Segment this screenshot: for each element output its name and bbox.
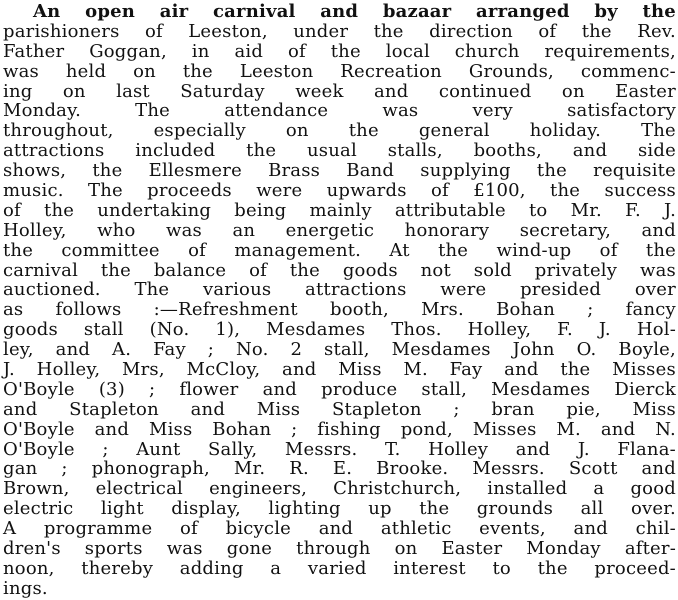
article-word: pond, <box>400 418 453 440</box>
article-word: over. <box>630 498 676 520</box>
article-word: ; <box>291 418 298 440</box>
article-word: adding <box>179 557 244 579</box>
article-word: held <box>65 60 107 82</box>
article-line <box>3 161 676 181</box>
article-word: attractions <box>305 279 407 301</box>
article-word: on <box>62 80 86 102</box>
article-word: of <box>144 20 163 42</box>
article-word: undertaking <box>97 199 212 221</box>
article-word: goods <box>342 259 398 281</box>
article-word: on <box>285 120 309 142</box>
article-word: display, <box>171 498 241 520</box>
article-word: ; <box>453 398 460 420</box>
article-word: by <box>594 1 618 22</box>
article-line <box>3 101 676 121</box>
article-word: of <box>430 180 449 202</box>
article-word: direction <box>429 20 513 42</box>
article-word: on <box>133 60 156 82</box>
article-word: Fay <box>449 359 483 381</box>
article-word: after- <box>624 538 676 560</box>
article-word: management. <box>234 239 362 261</box>
article-word: Stapleton <box>331 398 422 420</box>
article-word: the <box>44 199 75 221</box>
article-word: the <box>419 498 450 520</box>
article-word: sports <box>84 538 143 560</box>
article-word: Fay <box>153 339 186 361</box>
article-word: Leeston <box>239 60 314 82</box>
article-line <box>3 62 676 82</box>
article-line <box>3 42 676 62</box>
article-word: Miss <box>632 398 676 420</box>
article-line <box>3 201 676 221</box>
article-line <box>3 360 676 380</box>
article-word: Mrs. <box>421 299 464 321</box>
article-line <box>3 300 676 320</box>
article-word: Holley, <box>3 219 67 241</box>
article-word: and <box>320 1 359 22</box>
article-word: At <box>389 239 410 261</box>
article-word: and <box>515 438 551 460</box>
article-word: the <box>92 160 123 182</box>
article-word: Mesdames <box>266 319 366 341</box>
article-word: lighting <box>268 498 341 520</box>
article-word: not <box>420 259 451 281</box>
article-word: Christchurch, <box>333 478 462 500</box>
article-word: shows, <box>3 160 67 182</box>
article-word: Messrs. <box>472 458 545 480</box>
article-word: Easter <box>441 538 503 560</box>
article-word: electric <box>3 498 74 520</box>
article-line <box>3 280 676 300</box>
article-word: F. <box>557 319 573 341</box>
article-word: of <box>287 40 306 62</box>
article-word: Sally, <box>208 438 258 460</box>
article-word: to <box>528 199 548 221</box>
article-word: ; <box>102 438 109 460</box>
article-word: energetic <box>285 219 375 241</box>
article-word: J. <box>3 359 15 381</box>
article-word: throughout, <box>3 120 114 142</box>
article-word: the <box>330 40 361 62</box>
article-word: goods <box>3 319 58 341</box>
article-line <box>3 420 676 440</box>
article-word: chil- <box>635 518 676 540</box>
article-word: A <box>3 518 17 540</box>
article-word: Aunt <box>136 438 181 460</box>
article-word: Mrs, <box>122 359 165 381</box>
article-word: in <box>191 40 210 62</box>
article-word: good <box>630 478 676 500</box>
article-word: Stapleton <box>69 398 159 420</box>
article-word: through <box>296 538 371 560</box>
article-word: M. <box>403 359 428 381</box>
article-word: and <box>374 80 409 102</box>
article-word: carnival <box>213 1 296 22</box>
article-word: the <box>581 20 612 42</box>
article-line <box>3 340 676 360</box>
article-word: 1), <box>215 319 241 341</box>
article-word: on <box>561 80 585 102</box>
article-word: Bohan <box>496 299 556 321</box>
article-word: was <box>639 259 676 281</box>
article-word: Rev. <box>637 20 676 42</box>
article-word: over <box>634 279 676 301</box>
article-word: an <box>232 219 256 241</box>
article-word: open <box>85 1 136 22</box>
article-word: presided <box>520 279 602 301</box>
article-word: attractions <box>3 140 105 162</box>
article-word: Ellesmere <box>148 160 242 182</box>
article-word: O'Boyle <box>3 378 75 400</box>
article-word: and <box>94 418 130 440</box>
article-line <box>3 241 676 261</box>
article-word: phonograph, <box>91 458 210 480</box>
article-word: and <box>600 418 636 440</box>
article-word: stall, <box>324 339 370 361</box>
article-word: Mr. <box>233 458 266 480</box>
article-word: under <box>293 20 349 42</box>
article-word: proceeds <box>147 180 232 202</box>
article-word: privately <box>534 259 618 281</box>
article-word: noon, <box>3 557 55 579</box>
article-word: Monday <box>526 538 601 560</box>
article-word: the <box>560 359 591 381</box>
article-word: the <box>3 239 34 261</box>
article-word: No. <box>235 339 269 361</box>
article-word: Miss <box>338 359 382 381</box>
article-line <box>3 2 676 22</box>
article-word: air <box>159 1 189 22</box>
article-word: Easter <box>615 80 676 102</box>
article-word: stalls, <box>387 140 443 162</box>
article-word: gone <box>226 538 273 560</box>
article-word: An <box>33 1 61 22</box>
article-word: carnival <box>3 259 79 281</box>
article-word: last <box>116 80 150 102</box>
article-word: were <box>256 180 303 202</box>
article-line <box>3 320 676 340</box>
article-word: Brass <box>268 160 321 182</box>
article-line <box>3 141 676 161</box>
article-word: events, <box>479 518 546 540</box>
article-word: varied <box>307 557 367 579</box>
article-word: on <box>394 538 418 560</box>
article-word: 2 <box>290 339 303 361</box>
article-word: wind-up <box>496 239 572 261</box>
article-word: side <box>637 140 676 162</box>
article-word: was <box>166 538 203 560</box>
article-line <box>3 181 676 201</box>
article-word: Grounds, <box>468 60 554 82</box>
article-word: thereby <box>81 557 154 579</box>
article-word: of <box>180 518 198 540</box>
article-word: who <box>97 219 136 241</box>
article-word: bicycle <box>225 518 292 540</box>
article-word: ; <box>587 299 594 321</box>
article-word: continued <box>438 80 532 102</box>
article-line <box>3 579 676 599</box>
article-word: F. <box>625 199 641 221</box>
article-line <box>3 121 676 141</box>
article-word: (No. <box>149 319 190 341</box>
article-word: and <box>55 339 91 361</box>
article-word: ; <box>207 339 215 361</box>
article-word: grounds <box>476 498 554 520</box>
article-word: to <box>492 557 511 579</box>
article-line <box>3 400 676 420</box>
article-word: satisfactory <box>567 100 676 122</box>
article-word: local <box>385 40 430 62</box>
article-word: and <box>641 219 676 241</box>
article-line <box>3 479 676 499</box>
article-word: all <box>580 498 604 520</box>
article-word: the <box>438 239 469 261</box>
article-word: programme <box>43 518 153 540</box>
article-word: athletic <box>380 518 452 540</box>
article-word: the <box>536 160 567 182</box>
article-word: :—Refreshment <box>153 299 298 321</box>
article-word: and <box>190 398 226 420</box>
article-word: the <box>289 259 320 281</box>
article-line <box>3 559 676 579</box>
article-word: pie, <box>566 398 601 420</box>
article-word: M. <box>556 418 581 440</box>
article-word: honorary <box>404 219 490 241</box>
article-word: follows <box>55 299 122 321</box>
article-word: was <box>3 60 39 82</box>
article-word: a <box>270 557 282 579</box>
article-word: E. <box>332 458 353 480</box>
article-word: engineers, <box>209 478 308 500</box>
article-word: the <box>373 20 404 42</box>
article-word: the <box>246 140 277 162</box>
article-word: J. <box>598 319 611 341</box>
article-word: and <box>573 518 608 540</box>
article-word: as <box>3 299 24 321</box>
article-line <box>3 82 676 102</box>
article-word: ley, <box>3 339 34 361</box>
article-line <box>3 519 676 539</box>
article-line <box>3 261 676 281</box>
article-word: the <box>642 1 676 22</box>
article-word: aid <box>234 40 264 62</box>
article-word: commenc- <box>580 60 676 82</box>
article-line <box>3 22 676 42</box>
article-word: Holley <box>428 438 489 460</box>
article-word: J. <box>577 438 590 460</box>
article-word: Goggan, <box>89 40 167 62</box>
article-word: proceed- <box>594 557 676 579</box>
article-word: Messrs. <box>284 438 358 460</box>
article-word: was <box>382 100 419 122</box>
article-word: £100, <box>473 180 526 202</box>
article-word: requisite <box>593 160 676 182</box>
article-word: especially <box>153 120 246 142</box>
article-word: bran <box>491 398 535 420</box>
article-line <box>3 499 676 519</box>
article-word: fishing <box>317 418 381 440</box>
article-word: light <box>100 498 144 520</box>
article-word: the <box>100 259 131 281</box>
article-word: a <box>593 478 605 500</box>
article-word: ; <box>61 458 68 480</box>
article-word: booth, <box>329 299 389 321</box>
article-word: the <box>182 60 213 82</box>
article-word: requirements, <box>544 40 676 62</box>
article-word: Miss <box>148 418 193 440</box>
article-word: flower <box>179 378 239 400</box>
article-word: and <box>3 398 38 420</box>
article-word: very <box>472 100 513 122</box>
article-word: Boyle, <box>618 339 676 361</box>
article-word: Mesdames <box>491 378 591 400</box>
article-word: installed <box>487 478 568 500</box>
article-word: electrical <box>95 478 183 500</box>
article-word: (3) <box>98 378 125 400</box>
article-word: attributable <box>394 199 506 221</box>
article-word: Scott <box>568 458 618 480</box>
article-word: arranged <box>476 1 570 22</box>
article-word: the <box>537 557 568 579</box>
article-word: The <box>135 100 171 122</box>
article-word: of <box>249 259 268 281</box>
article-word: Holley, <box>36 359 101 381</box>
article-word: and <box>572 140 608 162</box>
article-word: The <box>641 120 676 142</box>
article-word: Father <box>3 40 65 62</box>
article-word: A. <box>112 339 132 361</box>
article-word: the <box>550 180 581 202</box>
article-word: N. <box>655 418 676 440</box>
article-word: Brown, <box>3 478 70 500</box>
article-word: Brooke. <box>376 458 449 480</box>
article-word: was <box>165 219 202 241</box>
article-word: T. <box>385 438 401 460</box>
article-word: church <box>454 40 520 62</box>
article-word: parishioners <box>3 20 120 42</box>
article-word: stall, <box>421 378 468 400</box>
article-word: mainly <box>309 199 372 221</box>
article-word: Miss <box>256 398 301 420</box>
article-word: and <box>282 359 317 381</box>
article-word: John <box>512 339 555 361</box>
article-word: and <box>504 359 539 381</box>
article-word: Band <box>346 160 395 182</box>
article-word: the <box>645 239 676 261</box>
article-word: Misses <box>612 359 676 381</box>
article-word: music. <box>3 180 64 202</box>
article-word: Mr. <box>570 199 602 221</box>
article-line <box>3 380 676 400</box>
article-word: and <box>262 378 298 400</box>
article-word: being <box>234 199 287 221</box>
article-word: McCloy, <box>186 359 261 381</box>
article-word: week <box>295 80 344 102</box>
article-word: Leeston, <box>188 20 268 42</box>
article-word: of <box>188 239 207 261</box>
article-word: attendance <box>224 100 329 122</box>
article-word: committee <box>61 239 160 261</box>
article-word: Recreation <box>340 60 442 82</box>
newspaper-article <box>3 2 676 599</box>
article-word: the <box>348 120 379 142</box>
article-word: and <box>318 518 354 540</box>
article-word: O'Boyle <box>3 418 75 440</box>
article-word: O. <box>576 339 597 361</box>
article-word: The <box>87 180 123 202</box>
article-word: Hol- <box>636 319 676 341</box>
article-word: Saturday <box>180 80 265 102</box>
article-word: included <box>135 140 216 162</box>
article-word: balance <box>153 259 227 281</box>
article-word: usual <box>307 140 357 162</box>
article-line <box>3 221 676 241</box>
article-word: auctioned. <box>3 279 101 301</box>
article-word: produce <box>321 378 398 400</box>
article-word: gan <box>3 458 38 480</box>
article-word: stall <box>83 319 124 341</box>
article-word: bazaar <box>382 1 452 22</box>
article-word: J. <box>664 199 676 221</box>
article-word: ing <box>3 80 33 102</box>
article-word: general <box>418 120 490 142</box>
article-word: success <box>604 180 676 202</box>
article-word: Misses <box>472 418 537 440</box>
article-word: Monday. <box>3 100 82 122</box>
article-word: Flana- <box>617 438 676 460</box>
article-line <box>3 539 676 559</box>
article-word: sold <box>473 259 512 281</box>
article-word: up <box>368 498 392 520</box>
article-word: Dierck <box>614 378 676 400</box>
article-word: of <box>3 199 21 221</box>
article-word: dren's <box>3 538 61 560</box>
article-word: supplying <box>420 160 511 182</box>
article-word: booths, <box>473 140 542 162</box>
article-word: Mesdames <box>391 339 491 361</box>
article-word: Thos. <box>391 319 442 341</box>
article-word: ; <box>149 378 156 400</box>
article-word: of <box>599 239 618 261</box>
article-word: secretary, <box>519 219 612 241</box>
article-line <box>3 440 676 460</box>
article-word: and <box>641 458 676 480</box>
article-word: holiday. <box>529 120 602 142</box>
article-word: various <box>203 279 272 301</box>
article-word: Holley, <box>467 319 532 341</box>
article-word: ings. <box>3 577 48 599</box>
article-word: The <box>134 279 170 301</box>
article-word: Bohan <box>212 418 272 440</box>
article-word: O'Boyle <box>3 438 75 460</box>
article-word: were <box>440 279 487 301</box>
article-word: fancy <box>625 299 676 321</box>
article-word: upwards <box>326 180 407 202</box>
article-word: R. <box>289 458 309 480</box>
article-word: interest <box>393 557 466 579</box>
article-word: of <box>538 20 557 42</box>
article-line <box>3 459 676 479</box>
